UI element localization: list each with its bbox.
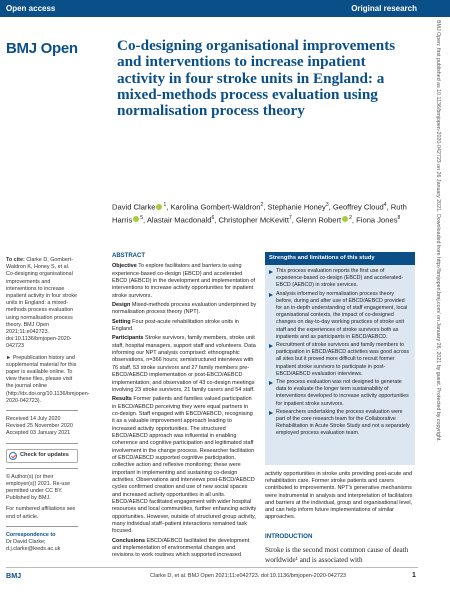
correspondence-name: Dr David Clarke;: [6, 539, 46, 546]
crossmark-icon: [9, 452, 17, 460]
author-affiliation-number: 2: [349, 214, 352, 221]
strengths-list-item: This process evaluation reports the first use of experience-based co-design (EBCD) and accelerated-EBCD (AEBCD) in stroke services.: [269, 268, 411, 290]
author-affiliation-number: 7: [288, 214, 292, 221]
abstract-section-text: Mixed-methods process evaluation underpinned by normalisation process theory (NPT).: [112, 302, 257, 316]
vertical-download-note: BMJ Open: first published as 10.1136/bmjopen-2020-042723 on 26 January 2021. Downloaded from http://bmjopen.bmj.com/ on January 26, 2021 by guest. Protected by copyright.: [435, 20, 441, 442]
author-affiliation-number: 6: [211, 214, 215, 221]
abstract-heading: ABSTRACT: [112, 253, 145, 259]
footer-citation: Clarke D, et al. BMJ Open 2021;11:e042723. doi:10.1136/bmjopen-2020-042723: [150, 573, 347, 579]
abstract-section-text: EBCD/AEBCD facilitated the development and implementation of environmental changes and revisions to work routines which supported increased: [112, 537, 250, 559]
open-access-label: Open access: [6, 4, 56, 13]
cite-text: Clarke D, Gombert-Waldron K, Honey S, et al. Co-designing organisational improvements and interventions to increase inpatient activity in four stroke units in England: a mixed-methods process evaluation using normalisation process theory. BMJ Open 2021;11:e042723. doi:10.1136/bmjopen-2020-042723: [6, 257, 78, 350]
journal-name: BMJ Open: [6, 40, 78, 57]
author-affiliation-number: 3: [325, 202, 329, 208]
abstract-section: [112, 319, 257, 334]
abstract-section-label: Setting: [112, 318, 131, 325]
correspondence: [6, 532, 78, 554]
cite-label: To cite:: [6, 257, 25, 263]
top-banner: [0, 0, 450, 17]
abstract-body: [112, 263, 257, 559]
abstract: [112, 253, 257, 562]
affiliations-note: For numbered affiliations see end of article.: [6, 506, 76, 520]
abstract-section: [112, 396, 257, 536]
author-name: Karolina Gombert-Waldron: [170, 202, 261, 212]
abstract-section-text: Four post-acute rehabilitation stroke units in England.: [112, 318, 239, 333]
strengths-list-item: Recruitment of stroke survivors and family members to participation in EBCD/AEBCD activities was good across all sites but it proved more difficult to recruit former inpatient stroke survivors to participate in post-EBCD/AEBCD evaluation interviews.: [269, 342, 411, 378]
abstract-section: [112, 302, 257, 317]
correspondence-email[interactable]: d.j.clarke@leeds.ac.uk: [6, 546, 61, 553]
article-title: Co-designing organisational improvements and interventions to increase inpatient activity in four stroke units in England: a mixed-methods process evaluation using normalisation process theory: [117, 37, 396, 120]
author-affiliation-number: 4: [383, 202, 387, 208]
orcid-icon[interactable]: [133, 216, 139, 222]
article-sidebar: [6, 257, 90, 558]
strengths-list-item: Researchers undertaking the process evaluation were part of the core research team for the Collaborative Rehabilitation in Acute Stroke Study and not a separately employed process evaluation team.: [269, 409, 411, 438]
abstract-section-label: Participants: [112, 335, 144, 342]
abstract-section-text: Former patients and families valued participation in EBCD/AEBCD perceiving they were equal partners in co-design. Staff engaged with EBCD/AEBCD, recognising it as a valuable improvement approach leading to increased activity opportunities. The structured EBCD/AEBCD approach was influential in enabling coherence and cognitive participation and legitimated staff involvement in the change process. Researcher facilitation of EBCD/AEBCD supported cognitive participation, collective action and reflexive monitoring; these were important in implementing and sustaining co-design activities. Observations and interviews post-EBCD/AEBCD cycles confirmed creation and use of new social spaces and increased activity opportunities in all units. EBCD/AEBCD facilitated engagement with wider hospital resources and local communities, further enhancing activity opportunities. However, outside of structured group activity, many individual staff–patient interactions remained task focused.: [112, 396, 257, 535]
divider: [6, 526, 78, 527]
history-dates: [6, 416, 78, 438]
how-to-cite: [6, 257, 78, 351]
abstract-section-label: Objective: [112, 263, 137, 270]
orcid-icon[interactable]: [156, 204, 162, 210]
received-date: Received 14 July 2020: [6, 416, 61, 423]
abstract-section-label: Results: [112, 396, 132, 403]
strengths-list-item: The process evaluation was not designed to generate data to evaluate the longer term sustainability of interventions developed to increase activity opportunities for inpatient stroke survivors.: [269, 379, 411, 408]
author-affiliation-number: 8: [397, 214, 401, 221]
author-name: Glenn Robert: [295, 215, 342, 225]
divider: [6, 468, 78, 469]
accepted-date: Accepted 03 January 2021: [6, 430, 71, 437]
strengths-list: [265, 265, 415, 438]
strengths-list-item: Analysis informed by normalisation process theory before, during and after use of EBCD/AEBCD provided for an in-depth understanding of staff engagement, local organisational contexts, the impact of co-designed changes on day-to-day working practices of stroke unit staff and the experiences of stroke survivors both as inpatients and as participants in EBCD/AEBCD.: [269, 291, 411, 341]
correspondence-heading: Correspondence to: [6, 531, 56, 538]
strengths-heading: Strengths and limitations of this study: [265, 252, 415, 265]
divider: [6, 410, 78, 411]
author-name: Geoffrey Cloud: [332, 202, 384, 212]
check-for-updates-button[interactable]: [6, 449, 78, 463]
author-list: David Clarke $^1$, Karolina Gombert-Waldron$^2$, Stephanie Honey$^3$, Geoffrey Cloud$^4$, Ruth Harris $^5$, Alastair Macdonald$^6$, Christopher McKevitt$^7$, Glenn Robert $^2$, Fiona Jones$^8$: [112, 202, 407, 225]
abstract-section: [112, 538, 257, 560]
footer-divider: [6, 567, 418, 568]
abstract-section-label: Design: [112, 302, 131, 309]
abstract-continuation: activity opportunities in stroke units providing post-acute and rehabilitation care. Former stroke patients and carers contributed to improvements. NPT's generative mechanisms were instrumental in analysis and interpretation of facilitators and barriers at the individual, group and organisational level, and can help inform future implementations of similar approaches.: [265, 471, 413, 521]
author-affiliation-number: 2: [260, 202, 264, 208]
author-name: Stephanie Honey: [267, 202, 326, 212]
author-name: Fiona Jones: [356, 215, 398, 225]
author-name: David Clarke: [112, 202, 156, 212]
copyright-note: © Author(s) (or their employer(s)) 2021. Re-use permitted under CC BY. Published by BMJ.: [6, 473, 71, 502]
author-affiliation-number: 5: [140, 214, 144, 221]
orcid-icon[interactable]: [342, 216, 348, 222]
abstract-section-text: Stroke survivors, family members, stroke unit staff, hospital managers, support staff and volunteers. Data informing our NPT analysis comprised: ethnographic observations, n=366 hours; semistructured interviews with 76 staff, 53 stroke survivors and 27 family members pre-EBCD/AEBCD implementation or post-EBCD/AEBCD implementation; and observation of 43 co-design meetings involving 23 stroke survivors, 21 family carers and 54 staff.: [112, 335, 256, 393]
introduction-heading: INTRODUCTION: [265, 533, 313, 540]
bmj-logo: BMJ: [6, 571, 22, 580]
introduction-text: Stroke is the second most common cause of death worldwide¹ and is associated with: [265, 546, 409, 564]
author-name: Alastair Macdonald: [146, 215, 212, 225]
abstract-section: [112, 263, 257, 300]
author-affiliation-number: 1: [163, 202, 167, 208]
abstract-section-text: To explore facilitators and barriers to using experience-based co-design (EBCD) and accelerated EBCD (AEBCD) in the development and implementation of interventions to increase activity opportunities for inpatient stroke survivors.: [112, 263, 256, 299]
strengths-limitations-box: [265, 252, 415, 465]
abstract-section: [112, 335, 257, 394]
article-type-label: Original research: [351, 4, 417, 13]
author-name: Christopher McKevitt: [218, 215, 289, 225]
abstract-section-label: Conclusions: [112, 537, 146, 544]
supplementary-note[interactable]: ► Prepublication history and supplemental material for this paper is available online. To view these files, please visit the journal online (http://dx.doi.org/10.1136/bmjopen-2020-042723).: [6, 354, 90, 404]
revised-date: Revised 25 November 2020: [6, 423, 73, 430]
check-updates-label: Check for updates: [20, 452, 69, 459]
author-name: Ruth Harris: [112, 202, 407, 225]
page-number: 1: [412, 572, 416, 579]
divider: [6, 443, 78, 444]
